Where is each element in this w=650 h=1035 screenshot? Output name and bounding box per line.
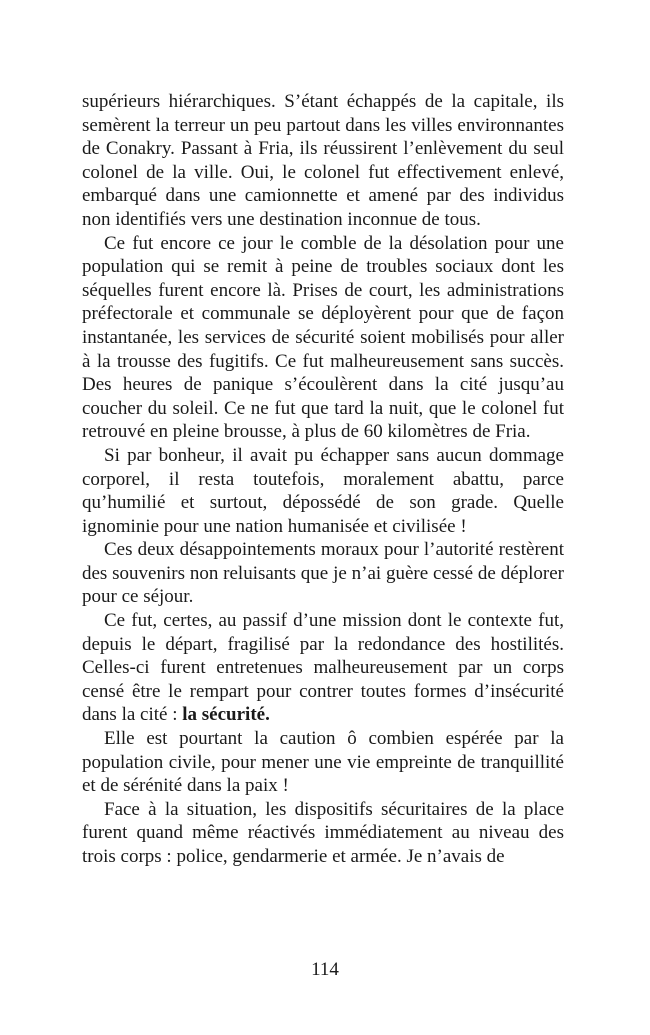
body-text [82, 90, 564, 869]
emphasis-text: la sécurité. [182, 704, 270, 726]
paragraph: Face à la situation, les dispositifs sécuritaires de la place furent quand même réactivés immédiatement au niveau des trois corps : police, gendarmerie et armée. Je n’avais de [82, 798, 564, 867]
paragraph: supérieurs hiérarchiques. S’étant échappés de la capitale, ils semèrent la terreur un peu partout dans les villes environnantes de Conakry. Passant à Fria, ils réussirent l’enlèvement du seul colonel de la ville. Oui, le colonel fut effectivement enlevé, embarqué dans une camionnette et amené par des individus non identifiés vers une destination inconnue de tous. [82, 91, 564, 230]
paragraph: Si par bonheur, il avait pu échapper sans aucun dommage corporel, il resta toutefois, moralement abattu, parce qu’humilié et surtout, dépossédé de son grade. Quelle ignominie pour une nation humanisée et civilisée ! [82, 444, 564, 537]
paragraph: Ce fut encore ce jour le comble de la désolation pour une population qui se remit à peine de troubles sociaux dont les séquelles furent encore là. Prises de court, les administrations préfectorale et communale se déployèrent pour que de façon instantanée, les services de sécurité soient mobilisés pour aller à la trousse des fugitifs. Ce fut malheureusement sans succès. Des heures de panique s’écoulèrent dans la cité jusqu’au coucher du soleil. Ce ne fut que tard la nuit, que le colonel fut retrouvé en pleine brousse, à plus de 60 kilomètres de Fria. [82, 232, 564, 443]
paragraph [82, 609, 564, 727]
paragraph-text: Ce fut, certes, au passif d’une mission dont le contexte fut, depuis le départ, fragilisé par la redondance des hostilités. Celles-ci furent entretenues malheureusement par un corps censé être le rempart pour contrer toutes formes d’insécurité dans la cité : [82, 610, 564, 726]
paragraph: Elle est pourtant la caution ô combien espérée par la population civile, pour mener une vie empreinte de tranquillité et de sérénité dans la paix ! [82, 728, 564, 797]
page-number: 114 [311, 959, 339, 980]
paragraph: Ces deux désappointements moraux pour l’autorité restèrent des souvenirs non reluisants que je n’ai guère cessé de déplorer pour ce séjour. [82, 539, 564, 608]
